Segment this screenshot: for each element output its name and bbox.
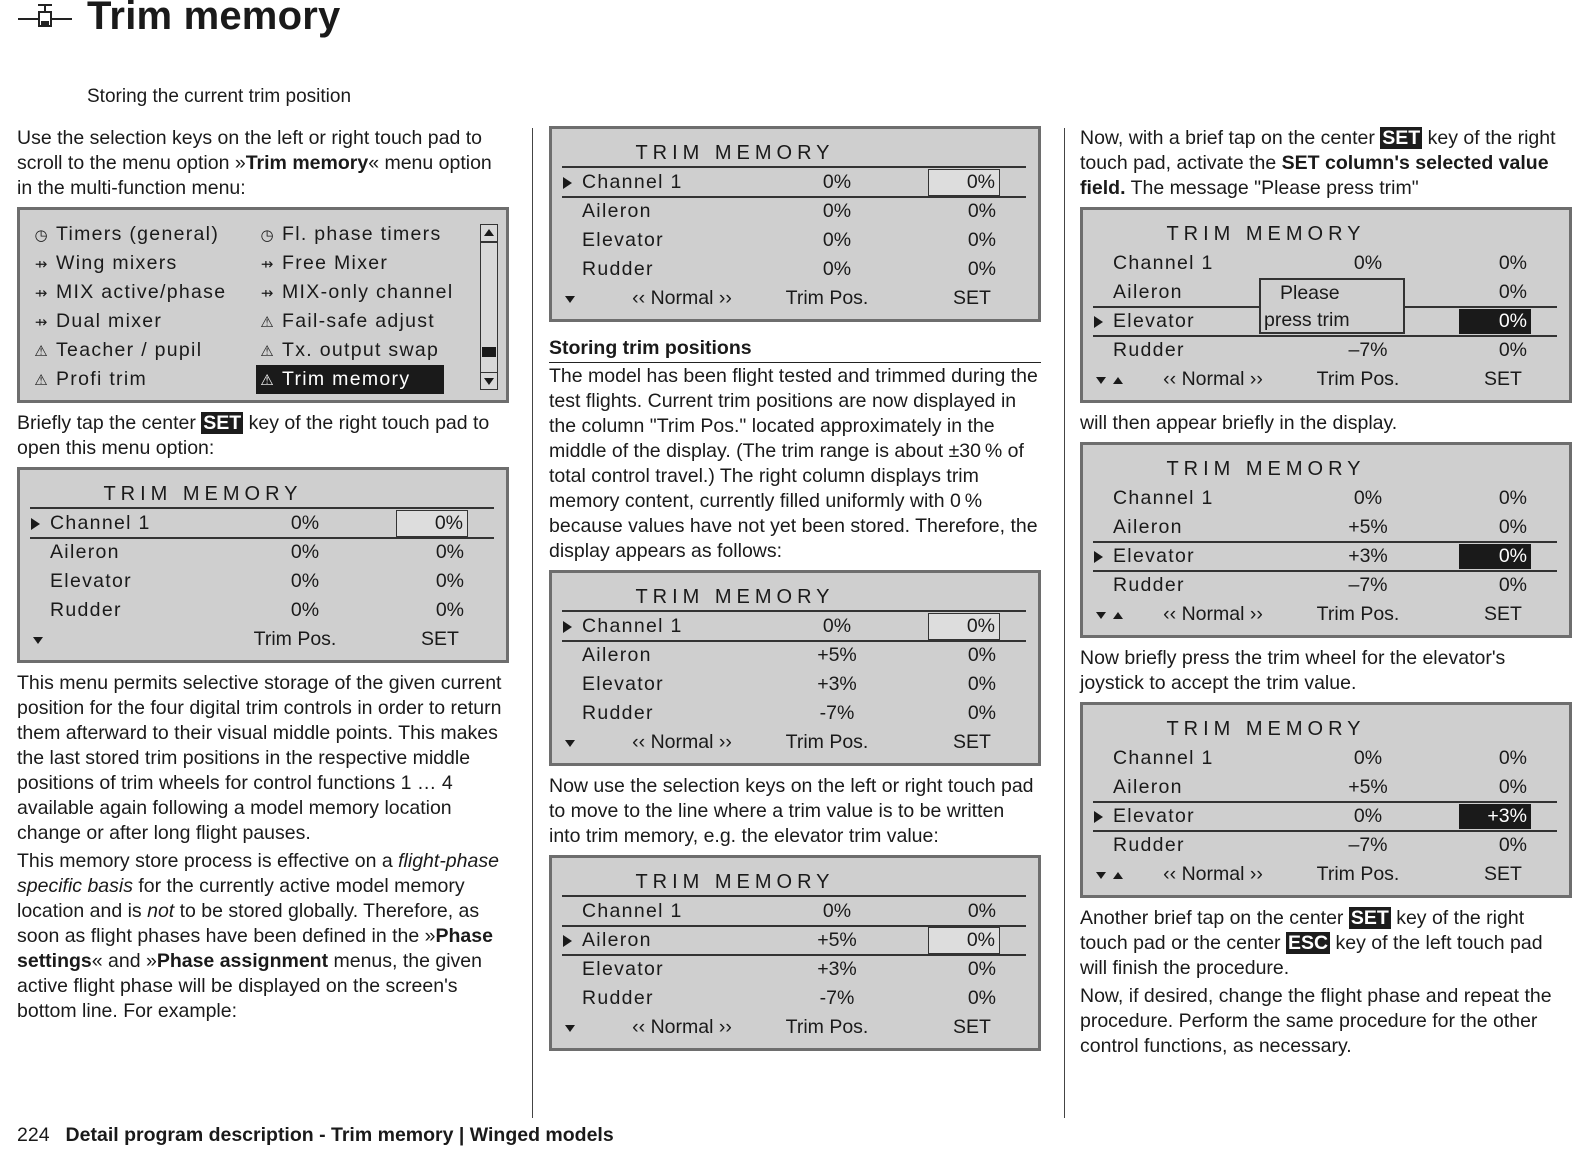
channel-name: Elevator [582, 958, 664, 980]
trim-position-value: 0% [290, 512, 320, 534]
flight-phase-label: Normal [1181, 368, 1245, 390]
trim-position-value: 0% [1353, 805, 1383, 827]
channel-name: Rudder [582, 987, 654, 1009]
selection-arrow-icon [1094, 811, 1103, 823]
flight-phase: ‹‹ Normal ›› [632, 731, 732, 753]
multi-function-menu-screen [17, 207, 509, 403]
trim-row[interactable] [1083, 249, 1569, 278]
menu-item[interactable] [30, 307, 162, 336]
channel-name: Rudder [50, 599, 122, 621]
channel-name: Channel 1 [582, 900, 683, 922]
mixer-icon: ⇸ [34, 256, 48, 273]
scroll-down-icon[interactable] [484, 378, 494, 385]
channel-name: Channel 1 [582, 171, 683, 193]
set-column-header: SET [953, 1016, 991, 1038]
trim-row[interactable] [552, 226, 1038, 255]
trim-position-value: –7% [1348, 834, 1388, 856]
separator-line [562, 925, 1026, 927]
channel-name: Elevator [582, 229, 664, 251]
trim-row[interactable] [1083, 773, 1569, 802]
trim-memory-value[interactable]: 0% [928, 613, 1000, 640]
column-divider [1064, 128, 1065, 1118]
trim-memory-value[interactable]: 0% [435, 541, 464, 563]
trim-memory-value[interactable]: 0% [1498, 776, 1527, 798]
screen-caption: TRIM MEMORY [635, 142, 835, 164]
trim-memory-value[interactable]: 0% [967, 229, 996, 251]
trim-memory-value[interactable]: 0% [967, 258, 996, 280]
column-3 [1080, 126, 1572, 1062]
trim-position-value: 0% [822, 229, 852, 251]
trim-memory-screen-3 [549, 570, 1041, 766]
trim-position-value: –7% [1348, 574, 1388, 596]
menu-item[interactable] [30, 336, 202, 365]
trim-memory-value[interactable]: 0% [967, 673, 996, 695]
trim-position-value: –7% [1348, 339, 1388, 361]
separator-line [562, 640, 1026, 642]
separator-line [562, 954, 1026, 956]
column-1 [17, 126, 509, 1027]
flight-phase: ‹‹ Normal ›› [1163, 603, 1263, 625]
flight-phase-label: Normal [650, 287, 714, 309]
page-subtitle: Storing the current trim position [87, 86, 352, 107]
servo-connector-icon [18, 2, 72, 36]
screen-caption: TRIM MEMORY [1166, 223, 1366, 245]
screen-caption: TRIM MEMORY [1166, 458, 1366, 480]
screen-footer-row [552, 1013, 1038, 1042]
channel-name: Rudder [1113, 339, 1185, 361]
trim-position-value: +3% [817, 673, 857, 695]
scroll-up-icon[interactable] [1113, 612, 1123, 619]
scroll-down-icon[interactable] [565, 296, 575, 303]
column-2 [549, 120, 1041, 1059]
trim-position-value: +5% [1348, 776, 1388, 798]
menu-item-label: Dual mixer [56, 310, 163, 332]
trim-row[interactable] [1083, 336, 1569, 365]
trim-row[interactable] [1083, 571, 1569, 600]
storing-paragraph: The model has been flight tested and trimmed during the test flights. Current trim positions are now displayed in the column "Trim Pos." located approximately in the middle of the display. (The trim range is about ±30 % of total control travel.) The right column displays trim memory content, currently filled uniformly with 0 % because values have not yet been stored. Therefore, the display appears as follows: [549, 365, 1038, 562]
menu-item[interactable] [30, 278, 226, 307]
set-column-header: SET [1484, 368, 1522, 390]
popup-line: Please [1280, 282, 1340, 304]
channel-name: Elevator [1113, 310, 1195, 332]
message-paragraph: will then appear briefly in the display. [1080, 412, 1398, 434]
screen-footer-row [1083, 860, 1569, 889]
trim-position-value: +3% [817, 958, 857, 980]
trim-memory-value[interactable]: 0% [1459, 544, 1531, 569]
trim-position-value: 0% [822, 615, 852, 637]
column-divider [532, 128, 533, 1118]
clock-icon: ◷ [34, 227, 48, 244]
set-column-header: SET [421, 628, 459, 650]
scroll-up-icon[interactable] [1113, 872, 1123, 879]
trim-memory-value[interactable]: 0% [1459, 309, 1531, 334]
channel-name: Aileron [582, 200, 652, 222]
trim-row[interactable] [1083, 802, 1569, 831]
scroll-down-icon[interactable] [565, 740, 575, 747]
trim-memory-screen-5 [1080, 207, 1572, 403]
trim-position-value: 0% [1353, 747, 1383, 769]
set-column-header: SET [1484, 863, 1522, 885]
trim-position-value: -7% [819, 987, 855, 1009]
mixer-icon: ⇸ [260, 256, 274, 273]
warning-icon: ⚠ [260, 372, 274, 389]
menu-item-label: Free Mixer [282, 252, 389, 274]
warning-icon: ⚠ [34, 343, 48, 360]
warning-icon: ⚠ [260, 343, 274, 360]
selection-arrow-icon [31, 518, 40, 530]
channel-name: Channel 1 [582, 615, 683, 637]
repeat-paragraph: Now, if desired, change the flight phase and repeat the procedure. Perform the same procedure for the other control functions, as necessary. [1080, 985, 1552, 1057]
trim-position-value: 0% [822, 171, 852, 193]
separator-line [1093, 541, 1557, 543]
trim-position-value: 0% [290, 570, 320, 592]
separator-line [1093, 570, 1557, 572]
separator-line [1093, 830, 1557, 832]
page-title: Trim memory [87, 0, 341, 38]
screen-footer-row [552, 284, 1038, 313]
trim-pos-column-header: Trim Pos. [253, 628, 337, 650]
channel-name: Aileron [582, 929, 652, 951]
channel-name: Aileron [1113, 516, 1183, 538]
trim-memory-screen-1 [17, 467, 509, 663]
trim-pos-column-header: Trim Pos. [785, 287, 869, 309]
trim-memory-screen-2 [549, 126, 1041, 322]
trim-row[interactable] [20, 538, 506, 567]
menu-item[interactable] [30, 220, 219, 249]
mixer-icon: ⇸ [260, 285, 274, 302]
popup-line: press trim [1264, 309, 1350, 331]
trim-position-value: 0% [1353, 252, 1383, 274]
esc-key-label: ESC [1287, 932, 1329, 954]
selection-arrow-icon [563, 621, 572, 633]
activate-set-paragraph: Now, with a brief tap on the center SET key of the right touch pad, activate the SET column's selected value field. The message "Please press trim" [1080, 127, 1556, 199]
menu-item-label: Tx. output swap [282, 339, 440, 361]
screen-caption: TRIM MEMORY [1166, 718, 1366, 740]
channel-name: Channel 1 [1113, 487, 1214, 509]
menu-item-label: Teacher / pupil [56, 339, 203, 361]
trim-position-value: -7% [819, 702, 855, 724]
trim-position-value: 0% [822, 900, 852, 922]
screen-caption: TRIM MEMORY [635, 871, 835, 893]
flight-phase-label: Normal [650, 1016, 714, 1038]
menu-item-label: Fl. phase timers [282, 223, 442, 245]
menu-item[interactable] [256, 249, 388, 278]
scrollbar-line [481, 241, 497, 243]
menu-item-label: Wing mixers [56, 252, 178, 274]
footer-text: Detail program description - Trim memory | Winged models [65, 1124, 614, 1146]
separator-line [562, 895, 1026, 897]
channel-name: Channel 1 [1113, 747, 1214, 769]
section-heading: Storing trim positions [549, 336, 1041, 363]
trim-memory-value[interactable]: 0% [967, 200, 996, 222]
description-paragraph: This menu permits selective storage of the given current position for the four digital trim controls in order to return them afterward to their visual middle points. This makes the last stored trim positions in the respective middle positions of trim wheels for control functions 1 … 4 available again following a model memory location change or after long flight pauses. [17, 672, 502, 844]
menu-item-label: Trim memory [282, 368, 411, 390]
trim-memory-value[interactable]: 0% [1498, 747, 1527, 769]
trim-position-value: +3% [1348, 545, 1388, 567]
set-key-label: SET [1350, 907, 1389, 929]
trim-row[interactable] [1083, 744, 1569, 773]
screen-caption: TRIM MEMORY [103, 483, 303, 505]
trim-position-value: +5% [817, 929, 857, 951]
trim-memory-screen-6 [1080, 442, 1572, 638]
trim-memory-value[interactable]: 0% [1498, 339, 1527, 361]
trim-memory-value[interactable]: 0% [396, 510, 468, 537]
trim-row[interactable] [20, 509, 506, 538]
trim-memory-value[interactable]: 0% [1498, 252, 1527, 274]
separator-line [30, 507, 494, 509]
flight-phase-label: Normal [650, 731, 714, 753]
selection-arrow-icon [563, 935, 572, 947]
trim-row[interactable] [552, 255, 1038, 284]
menu-item-label: Timers (general) [56, 223, 220, 245]
separator-line [562, 166, 1026, 168]
channel-name: Aileron [582, 644, 652, 666]
trim-row[interactable] [552, 641, 1038, 670]
set-key-label: SET [1382, 127, 1421, 149]
separator-line [562, 610, 1026, 612]
trim-memory-value[interactable]: 0% [435, 570, 464, 592]
menu-item-label: MIX active/phase [56, 281, 227, 303]
trim-memory-screen-7 [1080, 702, 1572, 898]
flight-phase: ‹‹ Normal ›› [632, 287, 732, 309]
channel-name: Elevator [50, 570, 132, 592]
trim-memory-value[interactable]: 0% [1498, 574, 1527, 596]
menu-item[interactable] [256, 336, 439, 365]
scroll-down-icon[interactable] [1096, 872, 1106, 879]
flight-phase-label: Normal [1181, 863, 1245, 885]
trim-row[interactable] [1083, 513, 1569, 542]
trim-position-value: 0% [290, 541, 320, 563]
trim-row[interactable] [552, 168, 1038, 197]
menu-item[interactable] [30, 365, 147, 394]
scroll-up-icon[interactable] [484, 229, 494, 236]
scroll-down-icon[interactable] [565, 1025, 575, 1032]
separator-line [562, 196, 1026, 198]
channel-name: Rudder [582, 258, 654, 280]
trim-position-value: 0% [1353, 487, 1383, 509]
selection-arrow-icon [1094, 316, 1103, 328]
trim-row[interactable] [552, 699, 1038, 728]
channel-name: Elevator [1113, 805, 1195, 827]
channel-name: Elevator [1113, 545, 1195, 567]
menu-item[interactable] [256, 365, 444, 394]
channel-name: Aileron [1113, 776, 1183, 798]
trim-row[interactable] [1083, 831, 1569, 860]
trim-row[interactable] [1083, 484, 1569, 513]
scroll-down-icon[interactable] [1096, 377, 1106, 384]
finish-paragraph: Another brief tap on the center SET key of the right touch pad or the center ESC key of the left touch pad will finish the procedure. [1080, 907, 1543, 979]
menu-item[interactable] [256, 307, 435, 336]
warning-icon: ⚠ [260, 314, 274, 331]
menu-item[interactable] [256, 278, 453, 307]
screen-caption: TRIM MEMORY [635, 586, 835, 608]
scroll-down-icon[interactable] [33, 637, 43, 644]
trim-pos-column-header: Trim Pos. [785, 731, 869, 753]
trim-memory-value[interactable]: 0% [967, 900, 996, 922]
trim-row[interactable] [1083, 542, 1569, 571]
screen-footer-row [1083, 600, 1569, 629]
warning-icon: ⚠ [34, 372, 48, 389]
trim-row[interactable] [552, 926, 1038, 955]
trim-row[interactable] [20, 596, 506, 625]
trim-position-value: +5% [817, 644, 857, 666]
channel-name: Channel 1 [1113, 252, 1214, 274]
press-trim-paragraph: Now briefly press the trim wheel for the elevator's joystick to accept the trim value. [1080, 647, 1506, 694]
trim-pos-column-header: Trim Pos. [1316, 368, 1400, 390]
trim-row[interactable] [552, 612, 1038, 641]
trim-memory-value[interactable]: +3% [1459, 804, 1531, 829]
channel-name: Aileron [50, 541, 120, 563]
screen-footer-row [1083, 365, 1569, 394]
menu-item-label: MIX-only channel [282, 281, 454, 303]
scrollbar-thumb[interactable] [482, 347, 496, 357]
trim-row[interactable] [20, 567, 506, 596]
separator-line [1093, 801, 1557, 803]
trim-memory-value[interactable]: 0% [435, 599, 464, 621]
flight-phase: ‹‹ Normal ›› [1163, 368, 1263, 390]
trim-position-value: 0% [822, 200, 852, 222]
set-column-header: SET [953, 287, 991, 309]
channel-name: Channel 1 [50, 512, 151, 534]
screen-footer-row [552, 728, 1038, 757]
trim-row[interactable] [552, 955, 1038, 984]
trim-row[interactable] [552, 197, 1038, 226]
trim-memory-value[interactable]: 0% [1498, 516, 1527, 538]
clock-icon: ◷ [260, 227, 274, 244]
trim-memory-value[interactable]: 0% [928, 927, 1000, 954]
channel-name: Rudder [1113, 834, 1185, 856]
scroll-down-icon[interactable] [1096, 612, 1106, 619]
scrollbar-line [481, 372, 497, 374]
screen-footer-row [20, 625, 506, 654]
page-number: 224 [17, 1124, 50, 1146]
menu-item-label: Fail-safe adjust [282, 310, 436, 332]
separator-line [1093, 335, 1557, 337]
trim-memory-screen-4 [549, 855, 1041, 1051]
trim-memory-value[interactable]: 0% [967, 958, 996, 980]
set-key-label: SET [203, 412, 242, 434]
intro-paragraph: Use the selection keys on the left or right touch pad to scroll to the menu option »Trim memory« menu option in the multi-function menu: [17, 127, 492, 199]
trim-memory-value[interactable]: 0% [1498, 487, 1527, 509]
trim-memory-value[interactable]: 0% [967, 987, 996, 1009]
selection-arrow-icon [563, 177, 572, 189]
trim-memory-value[interactable]: 0% [1498, 281, 1527, 303]
trim-position-value: 0% [822, 258, 852, 280]
mixer-icon: ⇸ [34, 314, 48, 331]
open-menu-paragraph: Briefly tap the center SET key of the right touch pad to open this menu option: [17, 412, 490, 459]
page-footer [17, 1124, 614, 1147]
select-line-paragraph: Now use the selection keys on the left or right touch pad to move to the line where a trim value is to be written into trim memory, e.g. the elevator trim value: [549, 775, 1034, 847]
trim-memory-value[interactable]: 0% [928, 169, 1000, 196]
trim-row[interactable] [552, 897, 1038, 926]
channel-name: Rudder [1113, 574, 1185, 596]
please-press-trim-popup [1259, 278, 1405, 334]
trim-pos-column-header: Trim Pos. [1316, 603, 1400, 625]
channel-name: Rudder [582, 702, 654, 724]
flight-phase: ‹‹ Normal ›› [632, 1016, 732, 1038]
flight-phase: ‹‹ Normal ›› [1163, 863, 1263, 885]
flight-phase-label: Normal [1181, 603, 1245, 625]
menu-item[interactable] [30, 249, 178, 278]
selection-arrow-icon [1094, 551, 1103, 563]
scrollbar[interactable] [480, 224, 498, 390]
set-column-header: SET [1484, 603, 1522, 625]
channel-name: Aileron [1113, 281, 1183, 303]
trim-row[interactable] [552, 984, 1038, 1013]
flight-phase-paragraph: This memory store process is effective on a flight-phase specific basis for the currently active model memory location and is not to be stored globally. Therefore, as soon as flight phases have been defined in the »Phase settings« and »Phase assignment menus, the given active flight phase will be displayed on the screen's bottom line. For example: [17, 850, 499, 1022]
channel-name: Elevator [582, 673, 664, 695]
separator-line [30, 537, 494, 539]
trim-position-value: 0% [290, 599, 320, 621]
set-column-header: SET [953, 731, 991, 753]
trim-row[interactable] [552, 670, 1038, 699]
scroll-up-icon[interactable] [1113, 377, 1123, 384]
menu-item[interactable] [256, 220, 442, 249]
trim-memory-value[interactable]: 0% [967, 702, 996, 724]
trim-pos-column-header: Trim Pos. [785, 1016, 869, 1038]
trim-position-value: +5% [1348, 516, 1388, 538]
menu-item-label: Profi trim [56, 368, 147, 390]
trim-memory-value[interactable]: 0% [967, 644, 996, 666]
trim-memory-value[interactable]: 0% [1498, 834, 1527, 856]
trim-pos-column-header: Trim Pos. [1316, 863, 1400, 885]
mixer-icon: ⇸ [34, 285, 48, 302]
